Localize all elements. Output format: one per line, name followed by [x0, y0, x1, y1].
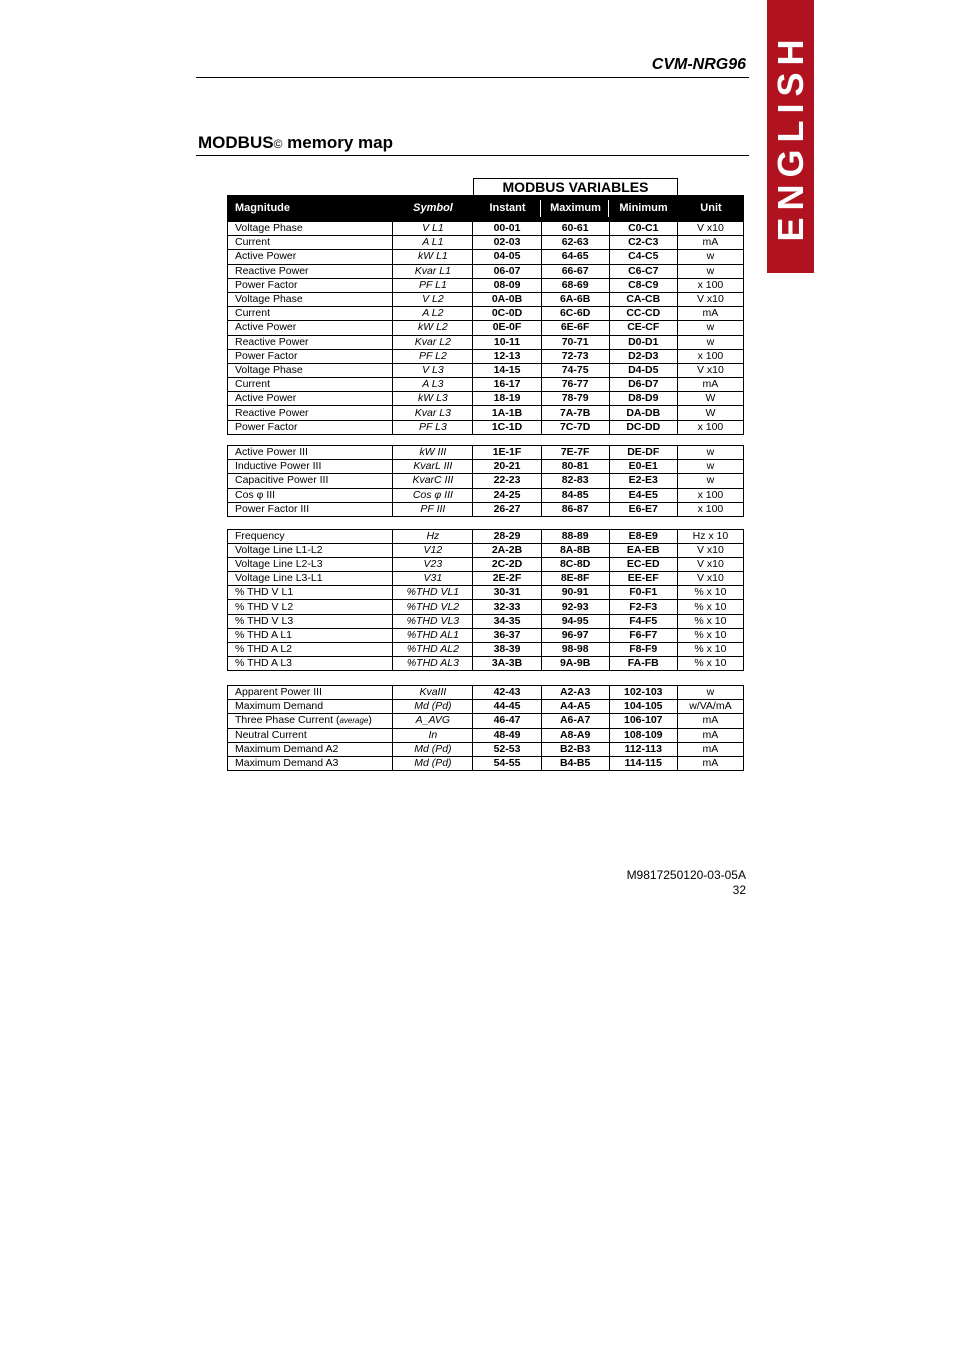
- header-magnitude: Magnitude: [235, 202, 290, 214]
- cell-symbol: PF L1: [393, 278, 473, 292]
- cell-magnitude: Voltage Phase: [228, 363, 393, 377]
- cell-symbol: Cos φ III: [393, 488, 473, 502]
- cell-instant: 10-11: [473, 335, 541, 349]
- cell-symbol: %THD AL2: [393, 642, 473, 656]
- cell-symbol: PF L3: [393, 420, 473, 434]
- cell-instant: 20-21: [473, 460, 541, 474]
- cell-minimum: 114-115: [609, 756, 677, 770]
- cell-minimum: E2-E3: [609, 474, 677, 488]
- cell-minimum: 104-105: [609, 700, 677, 714]
- cell-magnitude: Three Phase Current (average): [228, 714, 393, 728]
- cell-symbol: Md (Pd): [393, 742, 473, 756]
- cell-maximum: 72-73: [541, 349, 609, 363]
- page-number: 32: [732, 883, 746, 897]
- cell-magnitude: Active Power: [228, 321, 393, 335]
- cell-instant: 24-25: [473, 488, 541, 502]
- table-row: [228, 586, 744, 600]
- table-row: [228, 250, 744, 264]
- cell-unit: mA: [677, 714, 743, 728]
- table-row: [228, 349, 744, 363]
- cell-maximum: 8A-8B: [541, 544, 609, 558]
- cell-unit: mA: [677, 728, 743, 742]
- table-row: [228, 628, 744, 642]
- cell-maximum: 7C-7D: [541, 420, 609, 434]
- cell-instant: 30-31: [473, 586, 541, 600]
- cell-unit: V x10: [677, 544, 743, 558]
- cell-instant: 08-09: [473, 278, 541, 292]
- cell-minimum: F0-F1: [609, 586, 677, 600]
- cell-unit: w: [677, 335, 743, 349]
- table-row: [228, 420, 744, 434]
- cell-magnitude: % THD A L2: [228, 642, 393, 656]
- cell-symbol: kW III: [393, 446, 473, 460]
- cell-instant: 54-55: [473, 756, 541, 770]
- cell-maximum: 84-85: [541, 488, 609, 502]
- cell-magnitude: Cos φ III: [228, 488, 393, 502]
- title-rest: memory map: [282, 133, 393, 152]
- cell-minimum: 112-113: [609, 742, 677, 756]
- cell-symbol: PF III: [393, 502, 473, 516]
- table-row: [228, 502, 744, 516]
- table-row: [228, 488, 744, 502]
- cell-maximum: A2-A3: [541, 686, 609, 700]
- header-separator: [608, 200, 609, 217]
- cell-symbol: V23: [393, 558, 473, 572]
- cell-instant: 2A-2B: [473, 544, 541, 558]
- title-rule: [196, 155, 749, 156]
- cell-magnitude: Reactive Power: [228, 264, 393, 278]
- cell-minimum: DA-DB: [609, 406, 677, 420]
- title-main: MODBUS: [198, 133, 274, 152]
- cell-maximum: 60-61: [541, 222, 609, 236]
- cell-minimum: C2-C3: [609, 236, 677, 250]
- cell-minimum: E0-E1: [609, 460, 677, 474]
- cell-minimum: C4-C5: [609, 250, 677, 264]
- cell-symbol: V L2: [393, 292, 473, 306]
- page-footer: [627, 868, 746, 898]
- table-row: [228, 614, 744, 628]
- cell-instant: 22-23: [473, 474, 541, 488]
- header-rule: [196, 77, 749, 78]
- cell-symbol: KvaIII: [393, 686, 473, 700]
- cell-minimum: D6-D7: [609, 378, 677, 392]
- cell-symbol: %THD AL1: [393, 628, 473, 642]
- cell-unit: % x 10: [677, 628, 743, 642]
- table-row: [228, 714, 744, 728]
- cell-magnitude: Neutral Current: [228, 728, 393, 742]
- cell-magnitude: Voltage Line L2-L3: [228, 558, 393, 572]
- table-row: [228, 236, 744, 250]
- cell-maximum: 66-67: [541, 264, 609, 278]
- cell-symbol: V L1: [393, 222, 473, 236]
- cell-instant: 46-47: [473, 714, 541, 728]
- cell-minimum: D0-D1: [609, 335, 677, 349]
- cell-instant: 38-39: [473, 642, 541, 656]
- cell-maximum: 62-63: [541, 236, 609, 250]
- cell-unit: % x 10: [677, 642, 743, 656]
- cell-symbol: %THD VL2: [393, 600, 473, 614]
- cell-symbol: V12: [393, 544, 473, 558]
- cell-symbol: kW L2: [393, 321, 473, 335]
- cell-instant: 2C-2D: [473, 558, 541, 572]
- cell-magnitude: Maximum Demand: [228, 700, 393, 714]
- cell-instant: 48-49: [473, 728, 541, 742]
- language-tab-label: ENGLISH: [769, 31, 811, 242]
- language-tab: [767, 0, 814, 273]
- cell-instant: 18-19: [473, 392, 541, 406]
- cell-symbol: V L3: [393, 363, 473, 377]
- cell-unit: w: [677, 446, 743, 460]
- cell-symbol: In: [393, 728, 473, 742]
- cell-symbol: V31: [393, 572, 473, 586]
- cell-magnitude: Maximum Demand A2: [228, 742, 393, 756]
- header-maximum: Maximum: [550, 202, 601, 214]
- cell-unit: % x 10: [677, 600, 743, 614]
- table-row: [228, 474, 744, 488]
- cell-unit: w: [677, 321, 743, 335]
- cell-magnitude: % THD V L3: [228, 614, 393, 628]
- cell-minimum: 108-109: [609, 728, 677, 742]
- table-row: [228, 278, 744, 292]
- cell-instant: 52-53: [473, 742, 541, 756]
- cell-unit: w: [677, 250, 743, 264]
- cell-instant: 06-07: [473, 264, 541, 278]
- cell-unit: V x10: [677, 572, 743, 586]
- cell-unit: W: [677, 406, 743, 420]
- header-minimum: Minimum: [619, 202, 668, 214]
- table-row: [228, 292, 744, 306]
- cell-minimum: F6-F7: [609, 628, 677, 642]
- cell-minimum: DE-DF: [609, 446, 677, 460]
- cell-magnitude: Frequency: [228, 530, 393, 544]
- cell-unit: mA: [677, 742, 743, 756]
- cell-instant: 14-15: [473, 363, 541, 377]
- cell-unit: V x10: [677, 558, 743, 572]
- cell-symbol: A L2: [393, 307, 473, 321]
- table-row: [228, 728, 744, 742]
- cell-unit: x 100: [677, 502, 743, 516]
- cell-symbol: A L3: [393, 378, 473, 392]
- table-row: [228, 756, 744, 770]
- cell-unit: w/VA/mA: [677, 700, 743, 714]
- table-row: [228, 558, 744, 572]
- cell-magnitude: Voltage Phase: [228, 292, 393, 306]
- cell-magnitude: % THD A L1: [228, 628, 393, 642]
- cell-minimum: C0-C1: [609, 222, 677, 236]
- cell-symbol: Kvar L3: [393, 406, 473, 420]
- cell-magnitude: Active Power: [228, 250, 393, 264]
- cell-maximum: 98-98: [541, 642, 609, 656]
- table-row: [228, 544, 744, 558]
- cell-maximum: 94-95: [541, 614, 609, 628]
- cell-minimum: E6-E7: [609, 502, 677, 516]
- cell-maximum: 86-87: [541, 502, 609, 516]
- header-unit: Unit: [700, 202, 722, 214]
- cell-symbol: Hz: [393, 530, 473, 544]
- cell-unit: % x 10: [677, 586, 743, 600]
- cell-unit: w: [677, 686, 743, 700]
- cell-maximum: 76-77: [541, 378, 609, 392]
- cell-maximum: A6-A7: [541, 714, 609, 728]
- cell-instant: 1E-1F: [473, 446, 541, 460]
- cell-instant: 16-17: [473, 378, 541, 392]
- cell-instant: 12-13: [473, 349, 541, 363]
- table-row: [228, 572, 744, 586]
- cell-maximum: 92-93: [541, 600, 609, 614]
- cell-unit: % x 10: [677, 614, 743, 628]
- cell-magnitude: Voltage Phase: [228, 222, 393, 236]
- cell-symbol: PF L2: [393, 349, 473, 363]
- cell-magnitude: Inductive Power III: [228, 460, 393, 474]
- cell-maximum: A4-A5: [541, 700, 609, 714]
- cell-maximum: 90-91: [541, 586, 609, 600]
- cell-unit: mA: [677, 236, 743, 250]
- cell-unit: mA: [677, 756, 743, 770]
- register-group-1: [227, 221, 744, 435]
- table-row: [228, 446, 744, 460]
- cell-instant: 3A-3B: [473, 656, 541, 670]
- modbus-variables-label: MODBUS VARIABLES: [473, 178, 678, 196]
- cell-minimum: D4-D5: [609, 363, 677, 377]
- cell-minimum: FA-FB: [609, 656, 677, 670]
- cell-instant: 02-03: [473, 236, 541, 250]
- cell-symbol: kW L1: [393, 250, 473, 264]
- table-row: [228, 530, 744, 544]
- average-qualifier: average: [339, 716, 369, 726]
- cell-magnitude: % THD V L1: [228, 586, 393, 600]
- table-row: [228, 642, 744, 656]
- table-row: [228, 321, 744, 335]
- table-row: [228, 656, 744, 670]
- cell-magnitude: Capacitive Power III: [228, 474, 393, 488]
- cell-unit: V x10: [677, 292, 743, 306]
- cell-magnitude: Maximum Demand A3: [228, 756, 393, 770]
- cell-minimum: C6-C7: [609, 264, 677, 278]
- cell-minimum: E4-E5: [609, 488, 677, 502]
- cell-unit: w: [677, 474, 743, 488]
- cell-instant: 04-05: [473, 250, 541, 264]
- cell-magnitude: Reactive Power: [228, 335, 393, 349]
- table-row: [228, 742, 744, 756]
- table-header: [227, 195, 744, 221]
- cell-unit: x 100: [677, 420, 743, 434]
- cell-symbol: %THD AL3: [393, 656, 473, 670]
- cell-instant: 00-01: [473, 222, 541, 236]
- table-row: [228, 335, 744, 349]
- cell-maximum: 6E-6F: [541, 321, 609, 335]
- cell-maximum: 96-97: [541, 628, 609, 642]
- cell-minimum: CA-CB: [609, 292, 677, 306]
- cell-maximum: B4-B5: [541, 756, 609, 770]
- cell-minimum: F2-F3: [609, 600, 677, 614]
- cell-unit: x 100: [677, 278, 743, 292]
- cell-instant: 32-33: [473, 600, 541, 614]
- cell-maximum: 88-89: [541, 530, 609, 544]
- cell-maximum: 82-83: [541, 474, 609, 488]
- cell-magnitude: Current: [228, 236, 393, 250]
- register-group-2: [227, 445, 744, 517]
- cell-minimum: EA-EB: [609, 544, 677, 558]
- cell-maximum: B2-B3: [541, 742, 609, 756]
- cell-symbol: KvarL III: [393, 460, 473, 474]
- header-symbol: Symbol: [413, 202, 453, 214]
- table-row: [228, 222, 744, 236]
- cell-symbol: Md (Pd): [393, 756, 473, 770]
- cell-maximum: 6C-6D: [541, 307, 609, 321]
- cell-minimum: 106-107: [609, 714, 677, 728]
- cell-minimum: EE-EF: [609, 572, 677, 586]
- table-row: [228, 686, 744, 700]
- cell-symbol: KvarC III: [393, 474, 473, 488]
- cell-maximum: 80-81: [541, 460, 609, 474]
- cell-unit: x 100: [677, 349, 743, 363]
- table-row: [228, 392, 744, 406]
- cell-magnitude: Power Factor: [228, 278, 393, 292]
- cell-maximum: 7A-7B: [541, 406, 609, 420]
- cell-instant: 1A-1B: [473, 406, 541, 420]
- cell-magnitude: Current: [228, 307, 393, 321]
- cell-symbol: kW L3: [393, 392, 473, 406]
- table-row: [228, 700, 744, 714]
- cell-maximum: 8E-8F: [541, 572, 609, 586]
- cell-magnitude: Active Power: [228, 392, 393, 406]
- cell-magnitude: Current: [228, 378, 393, 392]
- cell-symbol: Kvar L2: [393, 335, 473, 349]
- cell-magnitude: Power Factor: [228, 420, 393, 434]
- cell-maximum: 70-71: [541, 335, 609, 349]
- cell-unit: Hz x 10: [677, 530, 743, 544]
- cell-unit: % x 10: [677, 656, 743, 670]
- cell-unit: w: [677, 264, 743, 278]
- cell-instant: 0A-0B: [473, 292, 541, 306]
- cell-instant: 0E-0F: [473, 321, 541, 335]
- cell-magnitude: Power Factor: [228, 349, 393, 363]
- cell-symbol: A_AVG: [393, 714, 473, 728]
- cell-maximum: 7E-7F: [541, 446, 609, 460]
- cell-minimum: F4-F5: [609, 614, 677, 628]
- cell-maximum: 8C-8D: [541, 558, 609, 572]
- cell-unit: w: [677, 460, 743, 474]
- cell-symbol: %THD VL3: [393, 614, 473, 628]
- cell-maximum: A8-A9: [541, 728, 609, 742]
- cell-minimum: F8-F9: [609, 642, 677, 656]
- cell-symbol: %THD VL1: [393, 586, 473, 600]
- cell-unit: x 100: [677, 488, 743, 502]
- cell-symbol: A L1: [393, 236, 473, 250]
- page-title: [198, 133, 393, 153]
- cell-instant: 36-37: [473, 628, 541, 642]
- table-row: [228, 264, 744, 278]
- cell-instant: 44-45: [473, 700, 541, 714]
- cell-maximum: 78-79: [541, 392, 609, 406]
- cell-maximum: 74-75: [541, 363, 609, 377]
- cell-maximum: 6A-6B: [541, 292, 609, 306]
- cell-minimum: DC-DD: [609, 420, 677, 434]
- cell-maximum: 9A-9B: [541, 656, 609, 670]
- register-group-3: [227, 529, 744, 671]
- header-instant: Instant: [489, 202, 526, 214]
- cell-minimum: C8-C9: [609, 278, 677, 292]
- cell-unit: mA: [677, 378, 743, 392]
- cell-unit: V x10: [677, 222, 743, 236]
- cell-minimum: CE-CF: [609, 321, 677, 335]
- cell-magnitude: Voltage Line L1-L2: [228, 544, 393, 558]
- cell-minimum: E8-E9: [609, 530, 677, 544]
- cell-maximum: 68-69: [541, 278, 609, 292]
- title-copyright: ©: [273, 137, 283, 151]
- cell-instant: 34-35: [473, 614, 541, 628]
- table-row: [228, 600, 744, 614]
- cell-magnitude: Power Factor III: [228, 502, 393, 516]
- cell-magnitude: Apparent Power III: [228, 686, 393, 700]
- table-row: [228, 378, 744, 392]
- header-separator: [540, 200, 541, 217]
- cell-magnitude: % THD V L2: [228, 600, 393, 614]
- cell-minimum: CC-CD: [609, 307, 677, 321]
- cell-minimum: D8-D9: [609, 392, 677, 406]
- cell-instant: 0C-0D: [473, 307, 541, 321]
- cell-minimum: 102-103: [609, 686, 677, 700]
- table-row: [228, 460, 744, 474]
- model-name: CVM-NRG96: [651, 56, 746, 73]
- cell-unit: W: [677, 392, 743, 406]
- cell-instant: 1C-1D: [473, 420, 541, 434]
- table-row: [228, 406, 744, 420]
- cell-symbol: Kvar L1: [393, 264, 473, 278]
- register-group-4: [227, 685, 744, 771]
- cell-instant: 2E-2F: [473, 572, 541, 586]
- cell-magnitude: Reactive Power: [228, 406, 393, 420]
- cell-symbol: Md (Pd): [393, 700, 473, 714]
- cell-instant: 26-27: [473, 502, 541, 516]
- cell-magnitude: % THD A L3: [228, 656, 393, 670]
- cell-instant: 28-29: [473, 530, 541, 544]
- cell-unit: mA: [677, 307, 743, 321]
- cell-magnitude: Active Power III: [228, 446, 393, 460]
- table-row: [228, 363, 744, 377]
- cell-unit: V x10: [677, 363, 743, 377]
- cell-magnitude: Voltage Line L3-L1: [228, 572, 393, 586]
- table-row: [228, 307, 744, 321]
- document-code: M9817250120-03-05A: [626, 868, 746, 882]
- cell-minimum: D2-D3: [609, 349, 677, 363]
- cell-minimum: EC-ED: [609, 558, 677, 572]
- cell-maximum: 64-65: [541, 250, 609, 264]
- cell-instant: 42-43: [473, 686, 541, 700]
